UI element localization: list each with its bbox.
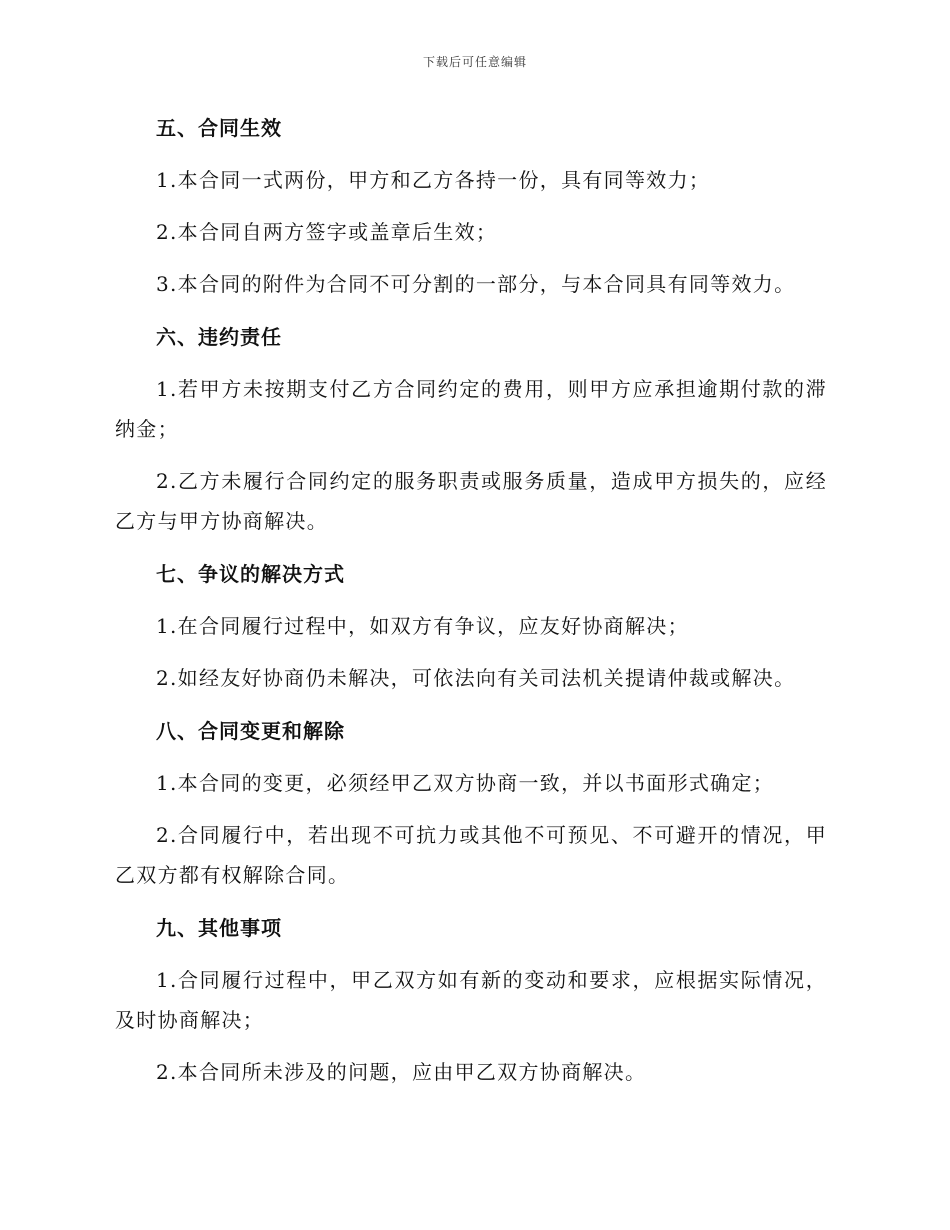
section-heading: 六、违约责任 — [156, 325, 282, 349]
clause-paragraph: 2.本合同所未涉及的问题，应由甲乙双方协商解决。 — [156, 1060, 647, 1084]
document-body — [115, 108, 827, 1092]
section-heading: 八、合同变更和解除 — [156, 719, 345, 743]
clause-paragraph: 2.乙方未履行合同约定的服务职责或服务质量，造成甲方损失的，应经乙方与甲方协商解决。 — [115, 469, 827, 533]
clause-paragraph: 1.在合同履行过程中，如双方有争议，应友好协商解决； — [156, 614, 689, 638]
section-heading: 五、合同生效 — [156, 116, 282, 140]
clause-paragraph: 1.本合同一式两份，甲方和乙方各持一份，具有同等效力； — [156, 168, 711, 192]
clause-paragraph: 2.合同履行中，若出现不可抗力或其他不可预见、不可避开的情况，甲乙双方都有权解除合同。 — [115, 823, 827, 887]
header-note: 下载后可任意编辑 — [422, 55, 527, 69]
section-heading: 七、争议的解决方式 — [156, 562, 345, 586]
section-heading: 九、其他事项 — [156, 916, 282, 940]
clause-paragraph: 2.本合同自两方签字或盖章后生效； — [156, 220, 498, 244]
clause-paragraph: 3.本合同的附件为合同不可分割的一部分，与本合同具有同等效力。 — [156, 272, 796, 296]
clause-paragraph: 2.如经友好协商仍未解决，可依法向有关司法机关提请仲裁或解决。 — [156, 666, 796, 690]
clause-paragraph: 1.合同履行过程中，甲乙双方如有新的变动和要求，应根据实际情况，及时协商解决； — [115, 968, 827, 1032]
clause-paragraph: 1.若甲方未按期支付乙方合同约定的费用，则甲方应承担逾期付款的滞纳金； — [115, 377, 827, 441]
clause-paragraph: 1.本合同的变更，必须经甲乙双方协商一致，并以书面形式确定； — [156, 771, 775, 795]
